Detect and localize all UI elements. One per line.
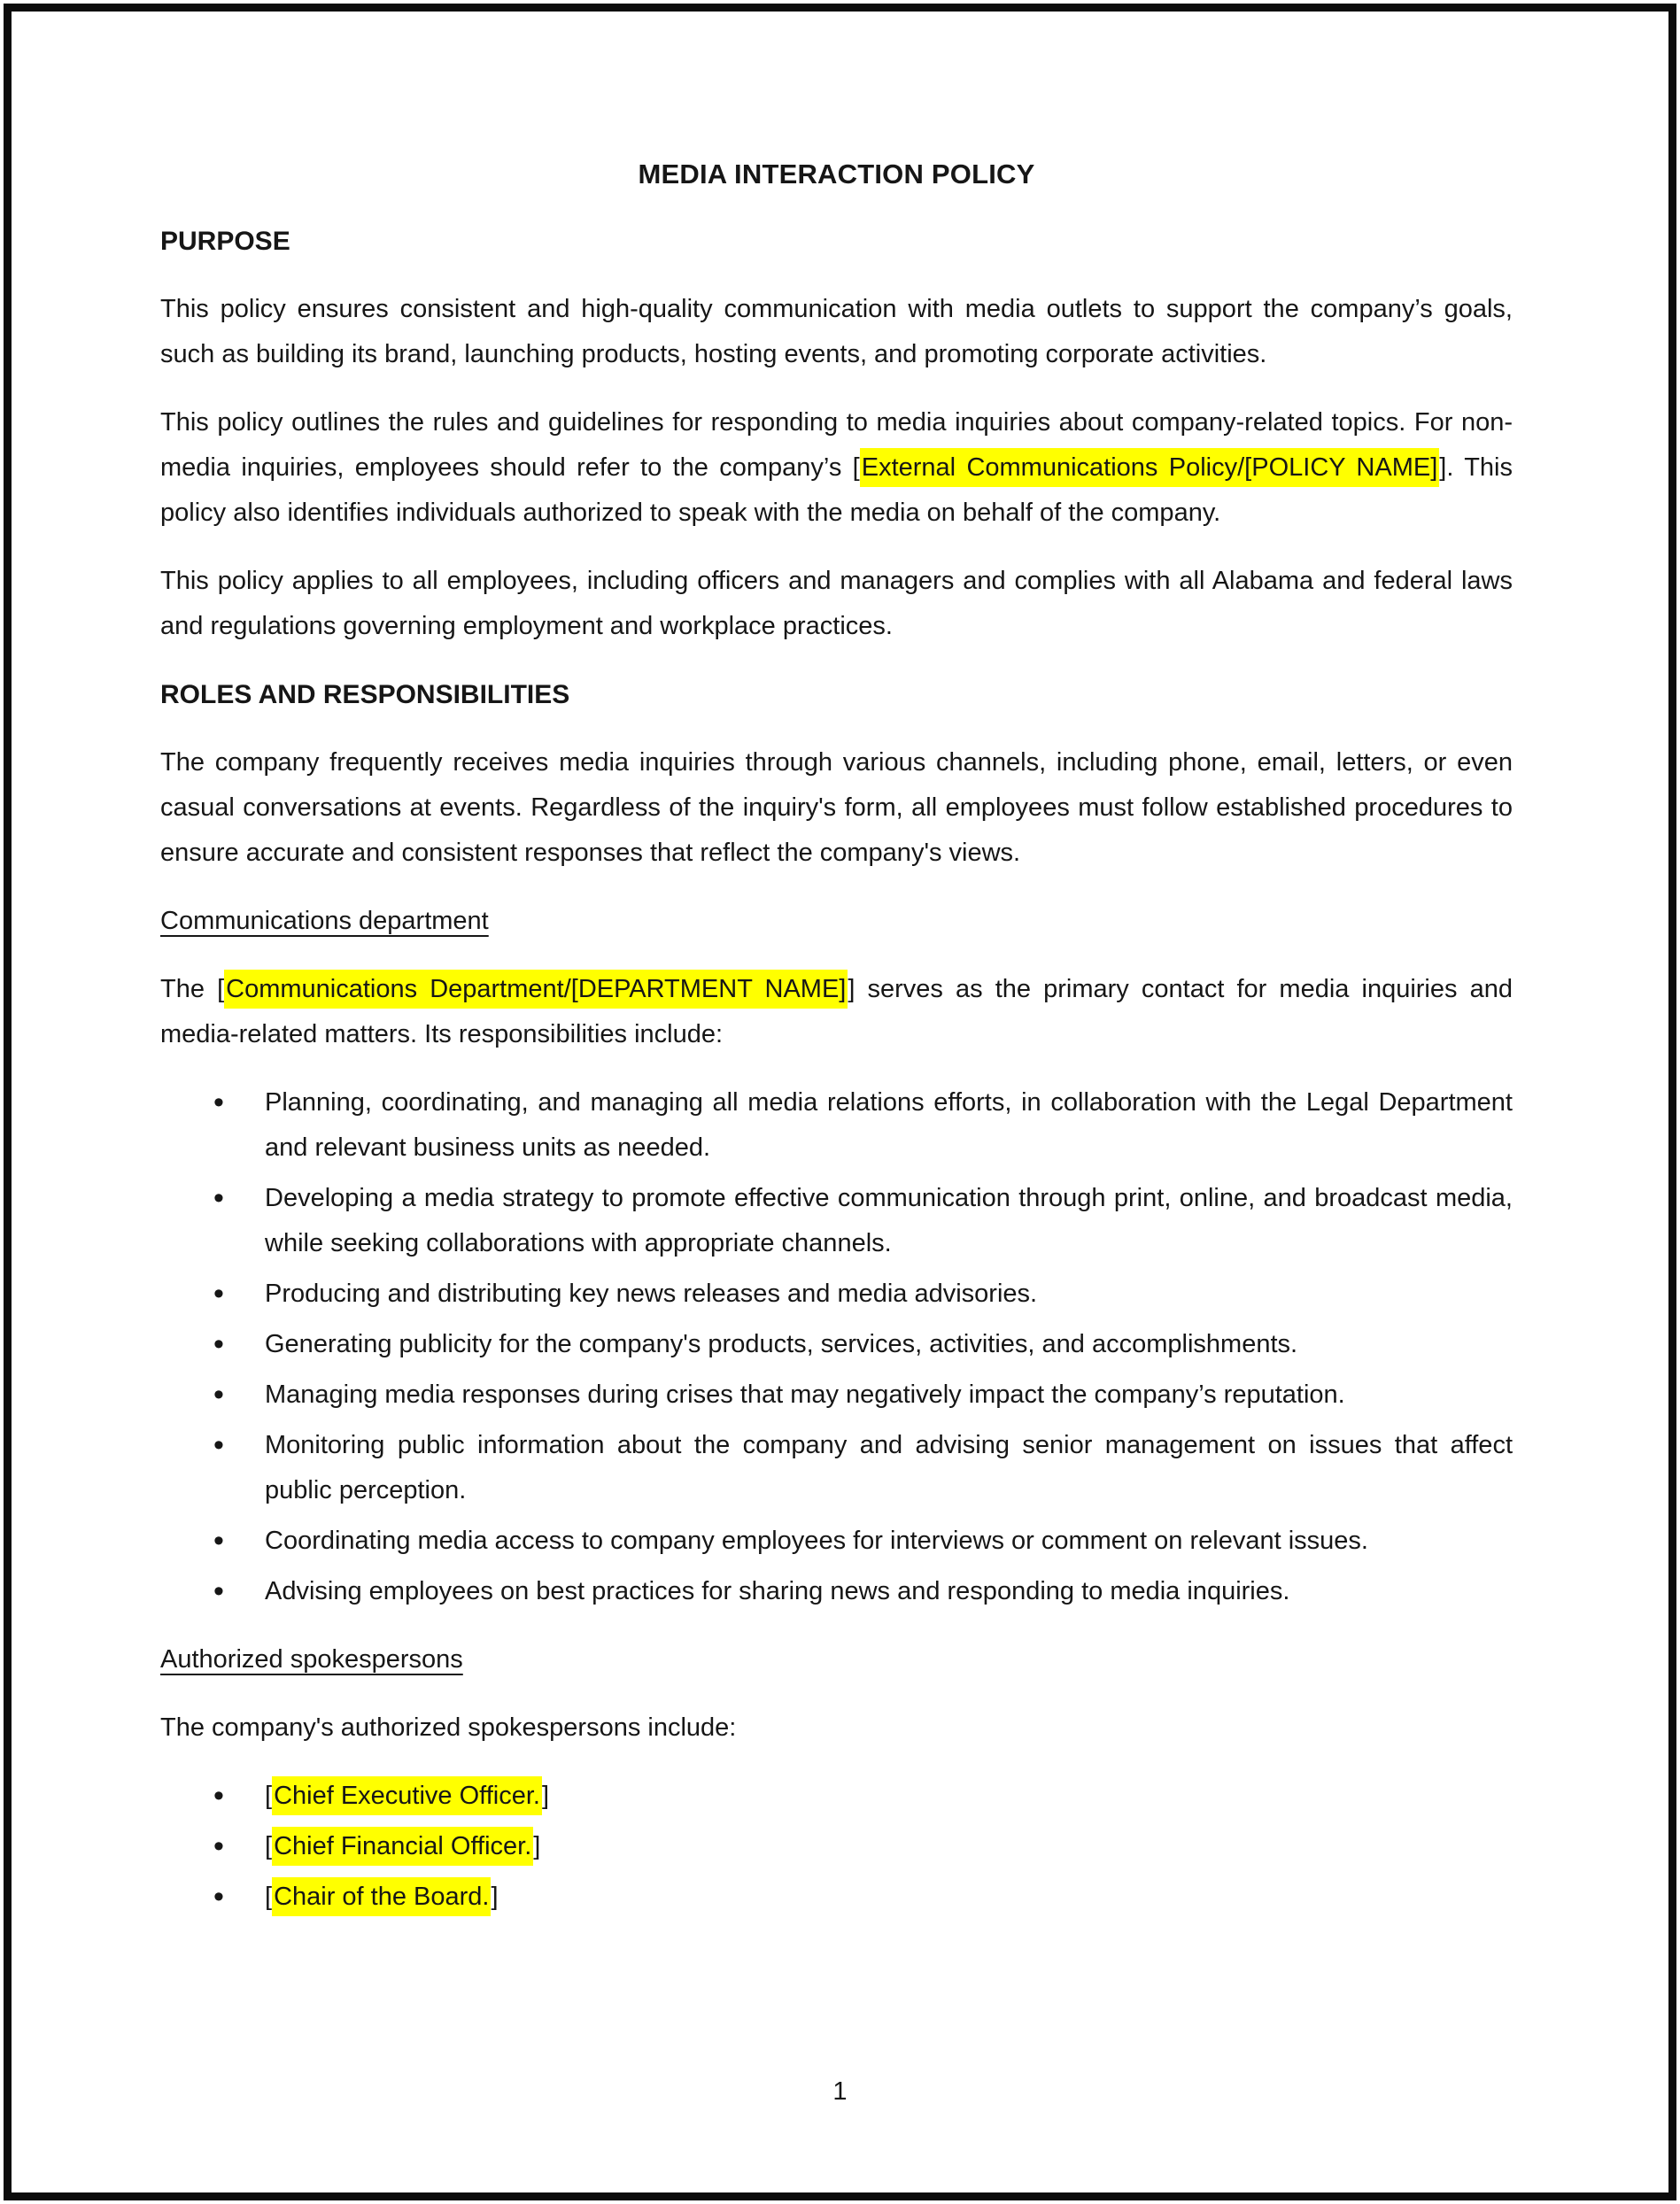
text-run: Coordinating media access to company employees for interviews or comment on relevant issues.	[265, 1527, 1368, 1555]
text-run: Monitoring public information about the company and advising senior management on issues that affect public perception.	[265, 1431, 1513, 1504]
text-run: ]	[491, 1883, 499, 1911]
text-run: The company's authorized spokespersons include:	[160, 1713, 737, 1742]
list-item	[160, 1519, 1513, 1564]
text-run: ]. This policy also identifies individuals authorized to speak with the media on behalf of the company.	[160, 453, 1513, 527]
text-run: [	[265, 1832, 273, 1860]
text-run: Generating publicity for the company's products, services, activities, and accomplishments.	[265, 1330, 1298, 1358]
document-title: MEDIA INTERACTION POLICY	[638, 159, 1035, 189]
list-item	[160, 1176, 1513, 1266]
page-number: 1	[832, 2077, 848, 2106]
highlighted-text: External Communications Policy/[POLICY NAME]	[860, 448, 1440, 487]
list-item	[160, 1774, 1513, 1819]
list-item	[160, 1080, 1513, 1171]
text-run: ]	[533, 1832, 541, 1860]
highlighted-text: Communications Department/[DEPARTMENT NAME]	[224, 970, 848, 1009]
text-run: [	[265, 1782, 273, 1810]
text-run: ] serves as the primary contact for media inquiries and media-related matters. Its responsibilities include:	[160, 975, 1513, 1048]
purpose-paragraph-3	[160, 559, 1513, 649]
highlighted-text: Chief Financial Officer.	[272, 1827, 533, 1866]
list-item	[160, 1423, 1513, 1513]
text-run: Producing and distributing key news releases and media advisories.	[265, 1280, 1038, 1308]
list-item	[160, 1569, 1513, 1614]
text-run: [	[265, 1883, 273, 1911]
communications-intro-paragraph	[160, 967, 1513, 1057]
list-item	[160, 1824, 1513, 1869]
subheading-communications-department: Communications department	[160, 907, 489, 935]
text-run: Developing a media strategy to promote effective communication through print, online, and broadcast media, while seeking collaborations with appropriate channels.	[265, 1184, 1513, 1257]
text-run: The company frequently receives media inquiries through various channels, including phone, email, letters, or even casual conversations at events. Regardless of the inquiry's form, all employees must follow established procedures to ensure accurate and consistent responses that reflect the company's views.	[160, 748, 1513, 867]
section-heading-purpose: PURPOSE	[160, 227, 290, 256]
highlighted-text: Chair of the Board.	[272, 1877, 491, 1916]
list-item	[160, 1875, 1513, 1920]
list-item	[160, 1272, 1513, 1317]
text-run: The [	[160, 975, 225, 1003]
text-run: This policy applies to all employees, including officers and managers and complies with all Alabama and federal laws and regulations governing employment and workplace practices.	[160, 567, 1513, 640]
subheading-authorized-spokespersons: Authorized spokespersons	[160, 1645, 463, 1674]
responsibilities-list	[160, 1080, 1513, 1614]
document-page	[4, 4, 1676, 2200]
spokespersons-intro-paragraph	[160, 1705, 1513, 1751]
section-heading-roles: ROLES AND RESPONSIBILITIES	[160, 680, 570, 709]
purpose-paragraph-2	[160, 400, 1513, 536]
text-run: Managing media responses during crises that may negatively impact the company’s reputation.	[265, 1380, 1345, 1409]
text-run: This policy outlines the rules and guidelines for responding to media inquiries about company-related topics. For non-media inquiries, employees should refer to the company’s [	[160, 408, 1513, 482]
list-item	[160, 1322, 1513, 1367]
document-content	[12, 12, 1668, 1920]
text-run: Planning, coordinating, and managing all media relations efforts, in collaboration with the Legal Department and relevant business units as needed.	[265, 1088, 1513, 1162]
text-run: ]	[541, 1782, 549, 1810]
roles-intro-paragraph	[160, 740, 1513, 876]
list-item	[160, 1373, 1513, 1418]
text-run: Advising employees on best practices for sharing news and responding to media inquiries.	[265, 1577, 1290, 1605]
text-run: This policy ensures consistent and high-quality communication with media outlets to support the company’s goals, such as building its brand, launching products, hosting events, and promoting corporate activities.	[160, 295, 1513, 368]
spokespersons-list	[160, 1774, 1513, 1920]
highlighted-text: Chief Executive Officer.	[272, 1776, 542, 1815]
purpose-paragraph-1	[160, 287, 1513, 377]
